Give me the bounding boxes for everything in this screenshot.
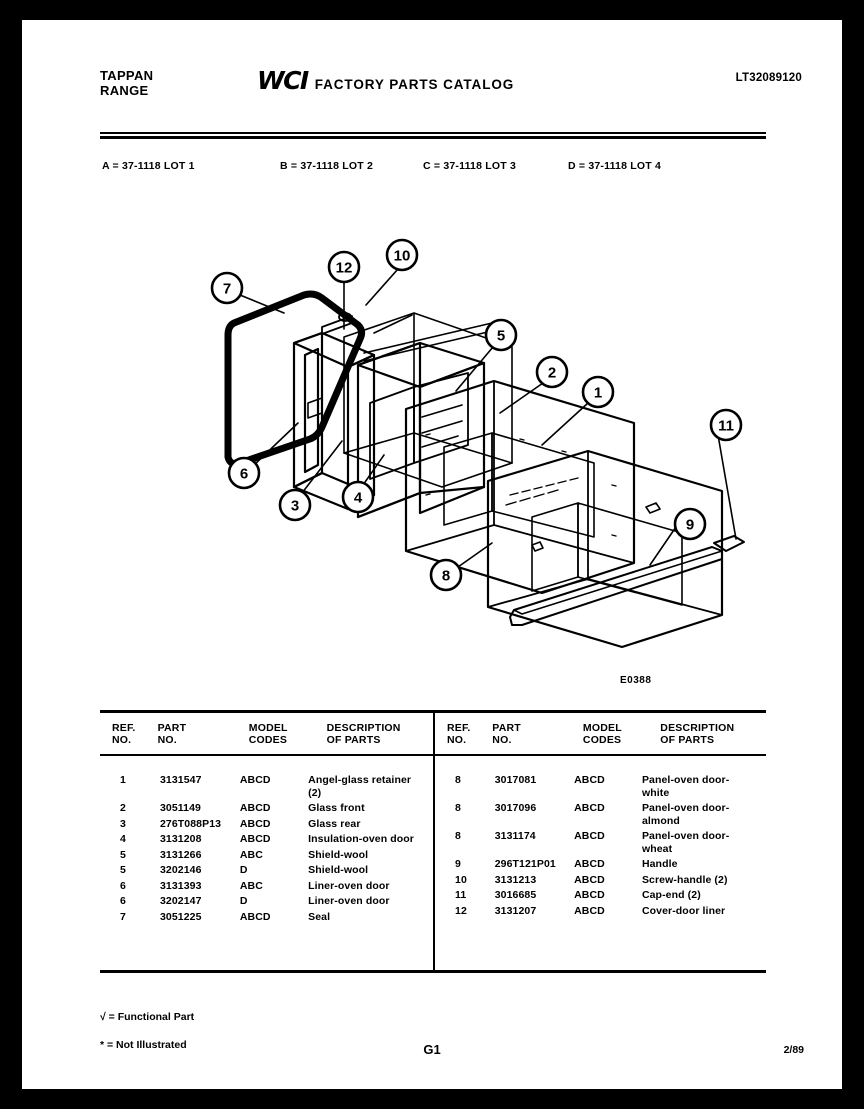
header-ref-no-right: REF. NO. <box>447 721 471 746</box>
cell-description <box>308 864 433 877</box>
table-header <box>100 713 766 754</box>
callout-number: 9 <box>685 516 695 534</box>
cell-ref-no: 8 <box>455 802 461 814</box>
description-line-1: Panel-oven door- <box>641 830 730 842</box>
description-line-1: Liner-oven door <box>308 895 390 907</box>
cell-part-no: 3051225 <box>159 910 202 923</box>
cell-part-no: 3017096 <box>494 802 537 814</box>
lot-item-d: D = 37-1118 LOT 4 <box>568 160 661 172</box>
cell-description <box>308 833 433 846</box>
cell-model-codes: ABCD <box>239 802 271 814</box>
cell-model-codes: D <box>239 895 248 907</box>
description-line-1: Panel-oven door- <box>641 774 730 786</box>
wci-logo: WCI <box>257 66 308 95</box>
lot-item-c: C = 37-1118 LOT 3 <box>423 160 516 172</box>
callout-number: 4 <box>353 489 363 507</box>
cell-part-no: 3051149 <box>159 802 201 814</box>
cell-description <box>642 774 766 799</box>
cell-ref-no: 8 <box>455 774 461 786</box>
description-line-1: Cover-door liner <box>641 904 726 917</box>
table-row <box>447 889 766 902</box>
table-row <box>447 830 766 855</box>
lot-list <box>102 160 766 172</box>
description-line-1: Liner-oven door <box>308 879 390 892</box>
table-row <box>447 858 766 871</box>
cell-ref-no: 9 <box>455 858 461 870</box>
callout-4 <box>343 482 373 512</box>
cell-ref-no: 1 <box>120 774 126 786</box>
cell-part-no: 3131208 <box>159 833 202 845</box>
cell-description <box>642 830 766 855</box>
callout-number: 1 <box>593 384 603 402</box>
cell-ref-no: 11 <box>455 889 467 901</box>
header-part-no-right: PART NO. <box>492 721 521 746</box>
table-row <box>112 849 433 862</box>
cell-model-codes: ABCD <box>239 817 271 830</box>
header-part-no-left: PART NO. <box>157 721 187 746</box>
table-row <box>112 911 433 924</box>
callout-1 <box>583 377 613 407</box>
header-model-codes-left: MODEL CODES <box>248 721 288 746</box>
description-line-1: Glass rear <box>308 817 361 830</box>
table-row <box>112 802 433 815</box>
table-left-column <box>100 774 433 970</box>
table-row <box>112 880 433 893</box>
description-line-1: Cap-end (2) <box>641 889 701 901</box>
callout-number: 7 <box>222 280 232 298</box>
cell-part-no: 3131174 <box>494 830 536 842</box>
cell-model-codes: ABC <box>239 848 263 861</box>
callout-7 <box>212 273 242 303</box>
table-body <box>100 756 766 970</box>
header-description-right: DESCRIPTION OF PARTS <box>660 721 735 746</box>
footnotes <box>100 1010 194 1066</box>
header-divider <box>100 132 766 139</box>
description-line-2: wheat <box>641 842 673 855</box>
table-row <box>447 802 766 827</box>
table-center-divider <box>433 713 435 754</box>
description-line-1: Angel-glass retainer <box>308 774 412 786</box>
description-line-1: Panel-oven door- <box>641 802 730 814</box>
cell-ref-no: 3 <box>120 817 126 830</box>
cell-description <box>642 802 766 827</box>
cell-description <box>308 774 433 799</box>
table-bottom-rule <box>100 970 766 973</box>
description-line-2: almond <box>641 814 680 827</box>
cell-model-codes: ABCD <box>239 774 271 786</box>
cell-model-codes: ABCD <box>574 873 605 886</box>
table-row <box>112 895 433 908</box>
table-row <box>112 833 433 846</box>
table-right-column <box>433 774 766 970</box>
cell-model-codes: ABCD <box>574 858 605 870</box>
cell-ref-no: 2 <box>120 802 126 814</box>
callout-8 <box>431 560 461 590</box>
cell-description <box>642 858 766 871</box>
catalog-title: FACTORY PARTS CATALOG <box>314 77 515 92</box>
callout-number: 11 <box>718 417 734 435</box>
cell-model-codes: ABC <box>239 879 263 892</box>
lot-item-a: A = 37-1118 LOT 1 <box>102 160 195 172</box>
callout-11 <box>711 410 741 440</box>
callout-3 <box>280 490 310 520</box>
cell-description <box>308 895 433 908</box>
cell-description <box>308 818 433 831</box>
table-row <box>447 774 766 799</box>
table-row <box>112 818 433 831</box>
description-line-1: Insulation-oven door <box>308 833 414 845</box>
cell-ref-no: 6 <box>120 895 126 907</box>
cell-ref-no: 10 <box>455 873 467 886</box>
description-line-1: Screw-handle (2) <box>641 873 728 886</box>
cell-part-no: 3202146 <box>159 864 202 876</box>
cell-model-codes: ABCD <box>574 802 605 814</box>
cell-ref-no: 4 <box>120 833 126 845</box>
document-code: LT32089120 <box>735 72 802 84</box>
table-row <box>447 905 766 918</box>
lot-item-b: B = 37-1118 LOT 2 <box>280 160 373 172</box>
cell-description <box>308 802 433 815</box>
callout-number: 3 <box>290 497 300 515</box>
footnote-not-illustrated: * = Not Illustrated <box>100 1039 187 1051</box>
cell-ref-no: 5 <box>120 864 126 876</box>
description-line-1: Shield-wool <box>308 848 369 861</box>
drawing-code: E0388 <box>620 675 652 686</box>
header-ref-no-left: REF. NO. <box>112 721 136 746</box>
page-sheet <box>22 20 842 1089</box>
callout-number: 8 <box>441 567 451 585</box>
table-body-divider <box>433 756 435 970</box>
cell-part-no: 3131207 <box>494 904 537 917</box>
cell-part-no: 3131213 <box>494 873 537 886</box>
callout-number: 12 <box>335 259 353 277</box>
revision-date: 2/89 <box>783 1044 804 1056</box>
cell-part-no: 3202147 <box>159 895 202 907</box>
footnote-functional-part: √ = Functional Part <box>100 1011 195 1023</box>
callout-6 <box>229 458 259 488</box>
cell-ref-no: 7 <box>120 910 126 923</box>
cell-description <box>642 889 766 902</box>
cell-part-no: 3131266 <box>159 848 202 861</box>
cell-description <box>642 905 766 918</box>
callout-9 <box>675 509 705 539</box>
cell-ref-no: 5 <box>120 848 126 861</box>
cell-model-codes: ABCD <box>574 774 605 786</box>
table-row <box>112 774 433 799</box>
description-line-1: Handle <box>641 858 678 870</box>
description-line-1: Glass front <box>308 802 365 814</box>
cell-model-codes: ABCD <box>574 889 605 901</box>
cell-part-no: 3131393 <box>159 879 202 892</box>
cell-part-no: 296T121P01 <box>494 858 556 870</box>
header-model-codes-right: MODEL CODES <box>582 721 622 746</box>
callout-number: 5 <box>496 327 506 345</box>
callout-number: 2 <box>547 364 557 382</box>
cell-part-no: 3131547 <box>159 774 202 786</box>
cell-part-no: 276T088P13 <box>159 817 222 830</box>
table-row <box>447 874 766 887</box>
table-row <box>112 864 433 877</box>
cell-ref-no: 8 <box>455 830 461 842</box>
cell-description <box>308 911 433 924</box>
description-line-1: Shield-wool <box>308 864 369 876</box>
cell-ref-no: 12 <box>455 904 467 917</box>
cell-ref-no: 6 <box>120 879 126 892</box>
description-line-1: Seal <box>308 910 331 923</box>
cell-model-codes: ABCD <box>574 830 605 842</box>
cell-part-no: 3017081 <box>494 774 537 786</box>
callout-2 <box>537 357 567 387</box>
description-line-2: white <box>641 786 670 799</box>
page-number: G1 <box>423 1042 441 1057</box>
parts-table <box>100 710 766 973</box>
callout-number: 10 <box>393 247 411 265</box>
callout-12 <box>329 252 359 282</box>
brand-category: RANGE <box>100 83 149 98</box>
cell-part-no: 3016685 <box>494 889 537 901</box>
description-line-2: (2) <box>308 786 322 799</box>
cell-model-codes: D <box>239 864 248 876</box>
callout-number: 6 <box>239 465 249 483</box>
brand-name: TAPPAN <box>100 68 154 83</box>
cell-model-codes: ABCD <box>239 910 271 923</box>
callout-5 <box>486 320 516 350</box>
cell-description <box>308 849 433 862</box>
catalog-logo-block <box>257 68 514 94</box>
callout-10 <box>387 240 417 270</box>
cell-description <box>308 880 433 893</box>
cell-model-codes: ABCD <box>574 904 605 917</box>
cell-description <box>642 874 766 887</box>
header-description-left: DESCRIPTION OF PARTS <box>326 721 401 746</box>
brand-block <box>100 68 153 98</box>
exploded-parts-diagram <box>22 195 842 705</box>
cell-model-codes: ABCD <box>239 833 271 845</box>
